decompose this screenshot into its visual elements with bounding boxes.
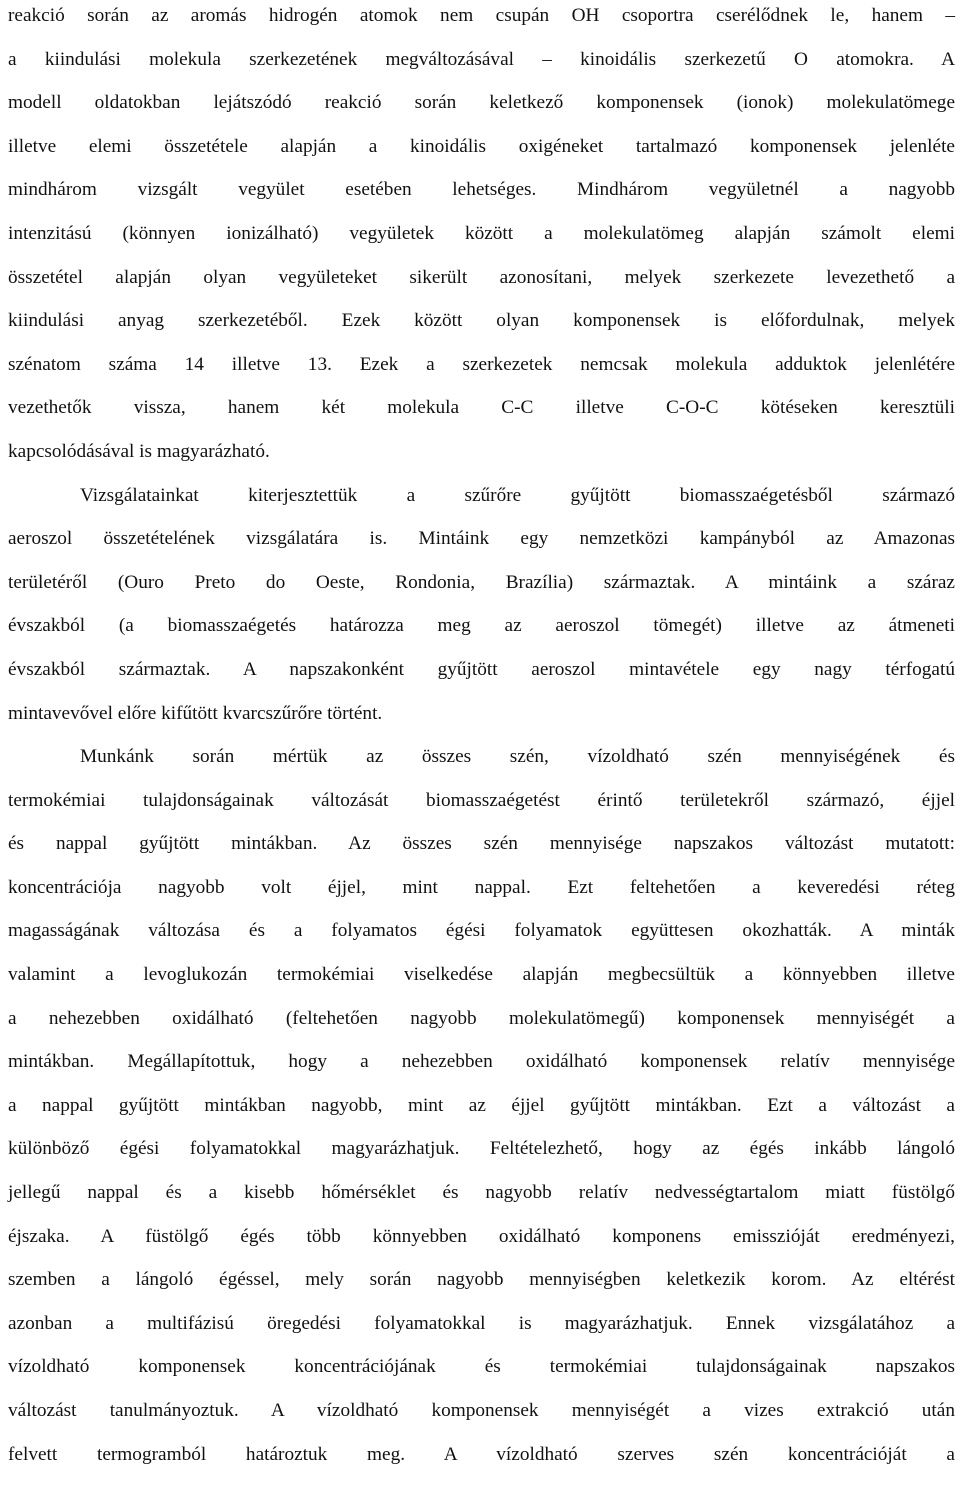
text-line: különböző égési folyamatokkal magyarázhatjuk. Feltételezhető, hogy az égés inkább lángoló bbox=[8, 1138, 955, 1160]
text-line: összetétel alapján olyan vegyületeket sikerült azonosítani, melyek szerkezete levezethető a bbox=[8, 266, 955, 288]
text-line: jellegű nappal és a kisebb hőmérséklet és nagyobb relatív nedvességtartalom miatt füstölgő bbox=[8, 1182, 955, 1204]
text-line: mindhárom vizsgált vegyület esetében lehetséges. Mindhárom vegyületnél a nagyobb bbox=[8, 179, 955, 201]
text-line: vízoldható komponensek koncentrációjának és termokémiai tulajdonságainak napszakos bbox=[8, 1356, 955, 1378]
text-line: változást tanulmányoztuk. A vízoldható komponensek mennyiségét a vizes extrakció után bbox=[8, 1400, 955, 1421]
text-line: reakció során az aromás hidrogén atomok nem csupán OH csoportra cserélődnek le, hanem – bbox=[8, 5, 955, 26]
text-line: szénatom száma 14 illetve 13. Ezek a szerkezetek nemcsak molekula adduktok jelenlétére bbox=[8, 353, 955, 375]
text-line: termokémiai tulajdonságainak változását biomasszaégetést érintő területekről származó, éjjel bbox=[8, 789, 955, 811]
text-line: szemben a lángoló égéssel, mely során nagyobb mennyiségben keletkezik korom. Az eltérést bbox=[8, 1269, 955, 1291]
text-line: területéről (Ouro Preto do Oeste, Rondonia, Brazília) származtak. A mintáink a száraz bbox=[8, 571, 955, 593]
text-line: felvett termogramból határoztuk meg. A vízoldható szerves szén koncentrációját a bbox=[8, 1443, 955, 1465]
paragraph-2 bbox=[8, 484, 955, 746]
text-line: a kiindulási molekula szerkezetének megváltozásával – kinoidális szerkezetű O atomokra. A bbox=[8, 48, 955, 70]
text-line: magasságának változása és a folyamatos égési folyamatok együttesen okozhatták. A minták bbox=[8, 920, 955, 942]
text-line: valamint a levoglukozán termokémiai viselkedése alapján megbecsültük a könnyebben illetve bbox=[8, 964, 955, 986]
text-line: modell oldatokban lejátszódó reakció során keletkező komponensek (ionok) molekulatömege bbox=[8, 92, 955, 114]
text-line: intenzitású (könnyen ionizálható) vegyületek között a molekulatömeg alapján számolt elemi bbox=[8, 222, 955, 244]
text-line: a nehezebben oxidálható (feltehetően nagyobb molekulatömegű) komponensek mennyiségét a bbox=[8, 1007, 955, 1029]
text-line: mintákban. Megállapítottuk, hogy a nehezebben oxidálható komponensek relatív mennyisége bbox=[8, 1051, 955, 1073]
text-line: illetve elemi összetétele alapján a kinoidális oxigéneket tartalmazó komponensek jelenléte bbox=[8, 135, 955, 157]
text-line: azonban a multifázisú öregedési folyamatokkal is magyarázhatjuk. Ennek vizsgálatához a bbox=[8, 1312, 955, 1334]
text-line: évszakból (a biomasszaégetés határozza meg az aeroszol tömegét) illetve az átmeneti bbox=[8, 615, 955, 637]
text-line: és nappal gyűjtött mintákban. Az összes szén mennyisége napszakos változást mutatott: bbox=[8, 833, 955, 855]
text-line-indented: Vizsgálatainkat kiterjesztettük a szűrőre gyűjtött biomasszaégetésből származó bbox=[80, 484, 955, 506]
text-line: évszakból származtak. A napszakonként gyűjtött aeroszol mintavétele egy nagy térfogatú bbox=[8, 658, 955, 680]
text-line: éjszaka. A füstölgő égés több könnyebben oxidálható komponens emisszióját eredményezi, bbox=[8, 1225, 955, 1247]
text-line: kiindulási anyag szerkezetéből. Ezek között olyan komponensek is előfordulnak, melyek bbox=[8, 310, 955, 332]
text-line-last: mintavevővel előre kifűtött kvarcszűrőre történt. bbox=[8, 702, 383, 724]
text-line: a nappal gyűjtött mintákban nagyobb, mint az éjjel gyűjtött mintákban. Ezt a változást a bbox=[8, 1094, 955, 1116]
paragraph-1 bbox=[8, 4, 955, 484]
text-line: aeroszol összetételének vizsgálatára is. Mintáink egy nemzetközi kampányból az Amazonas bbox=[8, 528, 955, 550]
text-line: koncentrációja nagyobb volt éjjel, mint nappal. Ezt feltehetően a keveredési réteg bbox=[8, 876, 955, 898]
text-line-last: kapcsolódásával is magyarázható. bbox=[8, 440, 270, 462]
paragraph-3 bbox=[8, 745, 955, 1486]
text-line-indented: Munkánk során mértük az összes szén, vízoldható szén mennyiségének és bbox=[80, 746, 955, 768]
text-line: vezethetők vissza, hanem két molekula C-C illetve C-O-C kötéseken keresztüli bbox=[8, 397, 955, 419]
document-page bbox=[8, 4, 955, 1486]
